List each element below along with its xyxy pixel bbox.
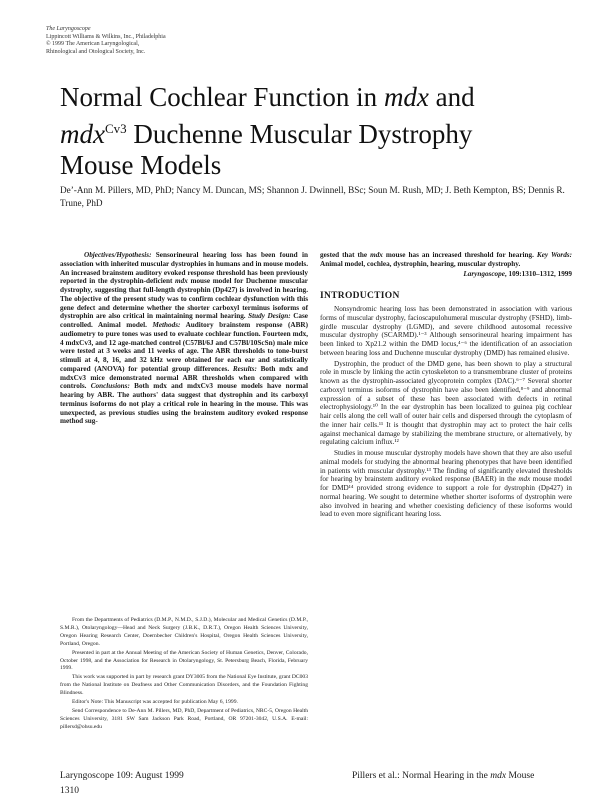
body-paragraph bbox=[320, 449, 572, 519]
abstract-text: Auditory brainstem response (ABR) audiometry to pure tones was used to evaluate cochlear function. Fourteen mdx, 4 mdxCv3, and 12 age-matched control (C57Bl/6J and C57Bl/10ScSn) male mice were tested at 3 weeks and 11 weeks of age. The ABR thresholds to tone-burst stimuli at 4, 8, 16, and 32 kHz were obtained for each ear and statistically compared (ANOVA) for potential group differences. bbox=[60, 321, 308, 373]
abstract-label: Objectives/Hypothesis: bbox=[84, 251, 152, 259]
keywords-label: Key Words: bbox=[536, 251, 572, 259]
citation-ref: , 109:1310–1312, 1999 bbox=[504, 269, 572, 278]
abstract-label: Methods: bbox=[152, 321, 181, 329]
keywords: Animal model, cochlea, dystrophin, hearing, muscular dystrophy. bbox=[320, 259, 521, 268]
citation-journal: Laryngoscope bbox=[463, 269, 505, 278]
publisher-line: Lippincott Williams & Wilkins, Inc., Philadelphia bbox=[46, 33, 166, 40]
title-text: Duchenne Muscular Dystrophy bbox=[126, 119, 473, 149]
title-mdx: mdx bbox=[60, 119, 105, 149]
author-list: Deʼ-Ann M. Pillers, MD, PhD; Nancy M. Duncan, MS; Shannon J. Dwinnell, BSc; Soun M. Rush, MD; J. Beth Kempton, BS; Dennis R. Trune, PhD bbox=[60, 185, 565, 209]
footnote-correspondence: Send Correspondence to De-Ann M. Pillers, MD, PhD, Department of Pediatrics, NRC-5, Oregon Health Sciences University, 3181 SW Sam Jackson Park Road, Portland, OR 97201-3042, U.S.A. E-mail: pillersd@ohsu.edu bbox=[60, 707, 308, 730]
article-title bbox=[60, 82, 560, 181]
abstract-text: mouse model for Duchenne muscular dystrophy, suggesting that full-length dystrophin (Dp427) is involved in hearing. The objective of the present study was to confirm cochlear dysfunction with this gene defect and determine whether the shorter carboxyl terminus isoforms of dystrophin are also critical in maintaining normal hearing. bbox=[60, 277, 308, 321]
footer-journal-issue: Laryngoscope 109: August 1999 bbox=[60, 771, 184, 781]
copyright-line: © 1999 The American Laryngological, bbox=[46, 41, 140, 47]
title-mdx: mdx bbox=[383, 82, 429, 112]
abstract-continuation bbox=[320, 251, 572, 269]
running-head-text: Pillers et al.: Normal Hearing in the bbox=[352, 771, 491, 781]
running-head bbox=[352, 771, 534, 781]
masthead bbox=[46, 26, 166, 56]
footnote-presented: Presented in part at the Annual Meeting of the American Society of Human Genetics, Denver, Colorado, October 1998, and the Association for Research in Otolaryngology, St. Petersburg Beach, Florida, February 1999. bbox=[60, 649, 308, 672]
footnotes bbox=[60, 617, 308, 733]
abstract bbox=[60, 251, 308, 426]
title-text: and bbox=[428, 82, 475, 112]
body-text: Studies in mouse muscular dystrophy models have shown that they are also useful animal models for studying the abnormal hearing phenotypes that have been identified in patients with muscular dystrophy.¹³ The finding of significantly elevated thresholds for hearing by brainstem auditory evoked response (BAER) in the bbox=[320, 449, 572, 484]
abstract-text: gested that the bbox=[320, 251, 371, 259]
running-head-mdx: mdx bbox=[490, 771, 507, 781]
society-line: Rhinological and Otological Society, Inc. bbox=[46, 48, 146, 55]
title-text: Mouse Models bbox=[60, 150, 222, 180]
abstract-text: Sensorineural hearing loss has been found in association with inherited muscular dystrophies in humans and in mouse models. An increased brainstem auditory evoked response threshold has been previously reported in the dystrophin-deficient bbox=[60, 251, 308, 286]
citation bbox=[320, 270, 572, 279]
footnote-support: This work was supported in part by research grant DY3005 from the National Eye Institute, grant DC003 from the National Institute on Deafness and Other Communication Disorders, and the Foundation Fighting Blindness. bbox=[60, 674, 308, 697]
abstract-label: Conclusions: bbox=[90, 382, 130, 391]
abstract-text: Case controlled. Animal model. bbox=[60, 312, 308, 329]
left-column bbox=[60, 251, 308, 426]
abstract-mdx: mdx bbox=[370, 251, 383, 259]
right-column bbox=[320, 251, 572, 521]
abstract-label: Results: bbox=[232, 364, 257, 373]
running-head-text: Mouse bbox=[506, 771, 535, 781]
body-mdx: mdx bbox=[518, 475, 531, 484]
page-number: 1310 bbox=[60, 786, 79, 796]
section-heading-introduction: INTRODUCTION bbox=[320, 291, 400, 302]
abstract-mdx: mdx bbox=[175, 277, 188, 286]
title-text: Normal Cochlear Function in bbox=[60, 82, 384, 112]
body-paragraph: Dystrophin, the product of the DMD gene, has been shown to play a structural role in muscle by linking the actin cytoskeleton to a transmembrane cluster of proteins known as the dystrophin-associated glycoprotein complex (DAC).⁶⁻⁷ Several shorter carboxyl terminus isoforms of dystrophin have also been identified,⁸⁻⁹ and abnormal expression of a subset of these has been associated with defects in retinal electrophysiology.¹⁰ In the ear dystrophin has been localized to guinea pig cochlear hair cells along the cell wall of outer hair cells and dispersed through the cytoplasm of the inner hair cells.¹¹ It is thought that dystrophin may act to protect the hair cells against mechanical damage by stabilizing the membrane structure, or alternatively, by regulating calcium influx.¹² bbox=[320, 359, 572, 447]
footnote-affiliation: From the Departments of Pediatrics (D.M.P., N.M.D., S.J.D.), Molecular and Medical Genetics (D.M.P., S.M.R.), Otolaryngology—Head and Neck Surgery (J.B.K., D.R.T.), Oregon Health Sciences University, Oregon Hearing Research Center, Doernbecher Children's Hospital, Oregon Health Sciences University, Portland, Oregon. bbox=[60, 617, 308, 647]
body-text: mouse model for DMD¹⁴ provided strong evidence to support a role for dystrophin (Dp427) in normal hearing. We sought to determine whether shorter isoforms of dystrophin were also involved in hearing and whether coexisting deficiency of these isoforms would lead to even more significant hearing loss. bbox=[320, 475, 572, 519]
abstract-text: Both mdx and mdxCv3 mouse models have normal hearing by ABR. The authors' data suggest that dystrophin and its carboxyl terminus isoforms do not play a critical role in hearing in the mouse. This was unexpected, as previous studies using the brainstem auditory evoked response method sug- bbox=[60, 382, 309, 426]
title-superscript: Cv3 bbox=[104, 121, 127, 136]
journal-name: The Laryngoscope bbox=[46, 26, 91, 32]
abstract-text: mouse has an increased threshold for hearing. bbox=[382, 251, 534, 259]
body-paragraph: Nonsyndromic hearing loss has been demonstrated in association with various forms of muscular dystrophy, facioscapulohumeral muscular dystrophy (FSHD), limb-girdle muscular dystrophy (LGMD), and severe childhood autosomal recessive muscular dystrophy (SCARMD).¹⁻³ Although sensorineural hearing impairment has been linked to Xp21.2 within the DMD locus,⁴⁻⁶ the identification of an association between hearing loss and Duchenne muscular dystrophy (DMD) has remained elusive. bbox=[320, 305, 572, 357]
abstract-text: Both mdx and mdxCv3 mice demonstrated normal ABR thresholds when compared with controls. bbox=[60, 364, 308, 391]
footnote-editor: Editor's Note: This Manuscript was accepted for publication May 6, 1999. bbox=[72, 699, 238, 706]
abstract-label: Study Design: bbox=[248, 312, 291, 321]
